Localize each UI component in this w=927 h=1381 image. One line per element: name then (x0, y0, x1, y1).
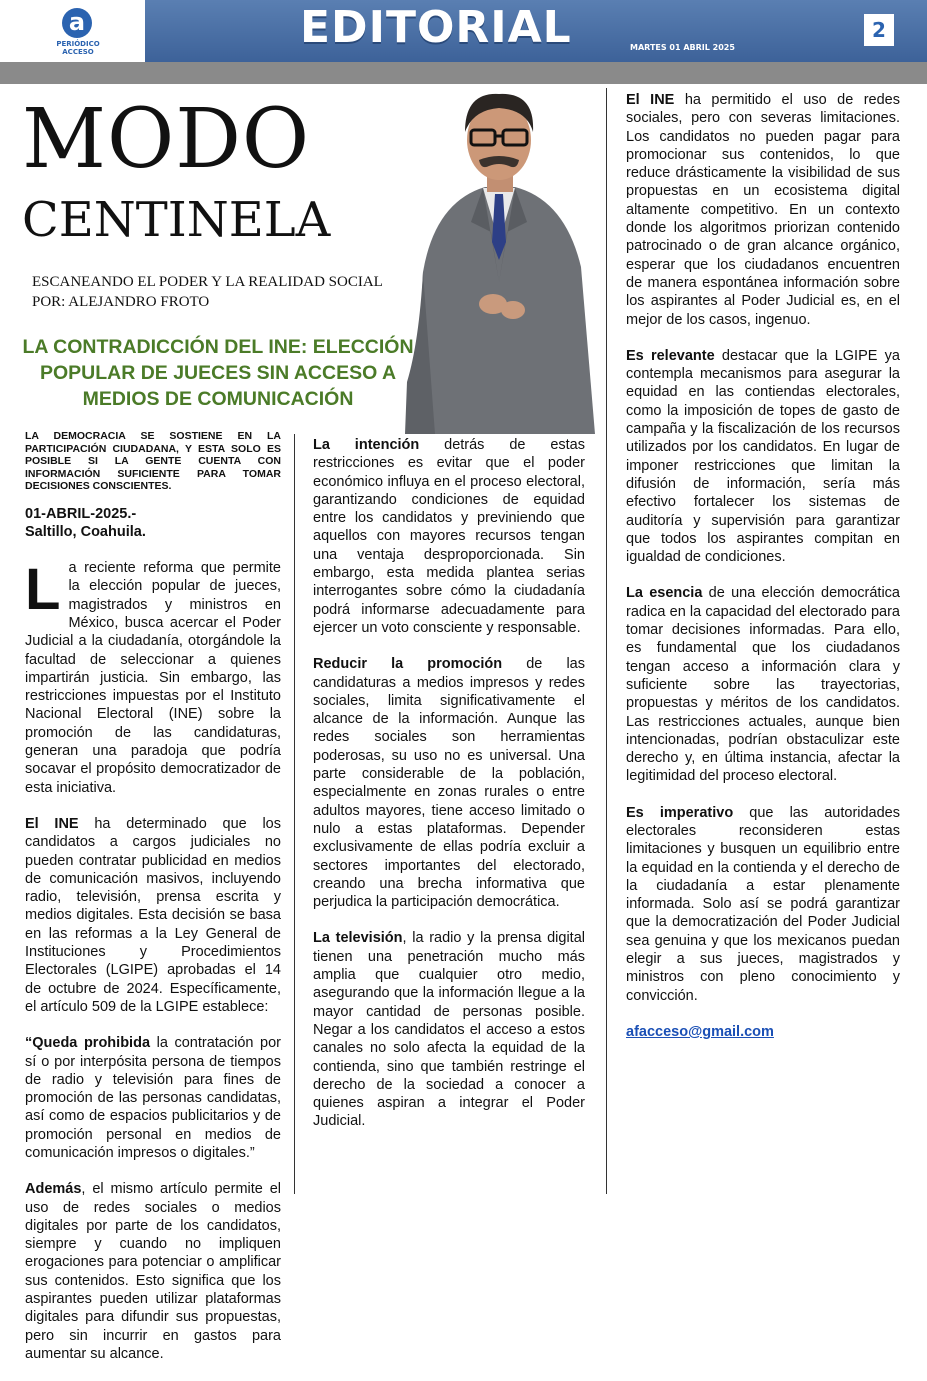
column-divider (606, 88, 607, 1194)
logo-area (0, 0, 145, 62)
article-dateline: 01-ABRIL-2025.- Saltillo, Coahuila. (25, 505, 146, 540)
article-column-2 (313, 436, 585, 1149)
paragraph: “Queda prohibida la contratación por sí o por interpósita persona de tiempos de radio y televisión para fines de promoción de las personas candidatas, así como de espacios publicitarios y de promoción personal en medios de comunicación impresos o digitales.” (25, 1035, 282, 1161)
article-column-1 (25, 430, 281, 1381)
paragraph: El INE ha permitido el uso de redes sociales, pero con severas limitaciones. Los candidatos no pueden pagar para promocionar sus contenidos, lo que reduce drásticamente la visibilidad de sus propuestas en un ecosistema digital altamente competitivo. En un contexto donde los algoritmos priorizan contenido patrocinado o de gran alcance orgánico, esperar que los ciudadanos encuentren de manera espontánea información sobre los aspirantes al Poder Judicial es, en el mejor de los casos, ingenuo. (626, 92, 900, 328)
author-byline: POR: ALEJANDRO FROTO (32, 294, 210, 310)
header-divider-bar (0, 62, 927, 84)
paragraph: La reciente reforma que permite la elección popular de jueces, magistrados y ministros en México, busca acercar el Poder Judicial a la ciudadanía, otorgándole la facultad de seleccionar a quienes impartirán justicia. Sin embargo, las restricciones impuestas por el Instituto Nacional Electoral (INE) sobre la promoción de las candidaturas, generan una paradoja que podría socavar el propósito democratizador de esta iniciativa. (25, 557, 281, 796)
contact-email-link[interactable]: afacceso@gmail.com (626, 1023, 774, 1040)
author-photo (395, 82, 605, 434)
section-title: EDITORIAL (300, 2, 572, 53)
column-divider (294, 434, 295, 1194)
column-title-line-1: MODO (22, 92, 311, 187)
logo-icon: a (62, 8, 92, 38)
paragraph: Reducir la promoción de las candidaturas a medios impresos y redes sociales, limita significativamente el alcance de la información. Aunque las redes sociales son herramientas poderosas, su uso no es universal. Una parte considerable de la población, especialmente en zonas rurales o entre adultos mayores, tiene acceso limitado o nulo a estas plataformas. Depender exclusivamente de ellas podría excluir a sectores importantes del electorado, creando una brecha informativa que perjudica la participación democrática. (313, 656, 585, 911)
column-tagline: ESCANEANDO EL PODER Y LA REALIDAD SOCIAL (32, 274, 383, 290)
paragraph: Además, el mismo artículo permite el uso de redes sociales o medios digitales por parte de los candidatos, siempre y cuando no impliquen erogaciones para potenciar o amplificar sus contenidos. Esto significa que los aspirantes pueden utilizar plataformas digitales para difundir sus propuestas, pero sin incurrir en gastos para aumentar su alcance. (25, 1181, 281, 1362)
logo-name: PERIÓDICO ACCESO (56, 40, 100, 56)
article-column-3 (626, 91, 900, 1059)
column-title-line-2: CENTINELA (22, 192, 331, 248)
page-number: 2 (864, 14, 894, 46)
paragraph: La intención detrás de estas restricciones es evitar que el poder económico influya en el proceso electoral, garantizando condiciones de equidad entre los candidatos y previniendo que aquellos con mayores recursos tengan una ventaja desproporcionada. Sin embargo, esta medida plantea serias interrogantes sobre cómo la ciudadanía podrá informarse adecuadamente para ejercer un voto consciente y responsable. (313, 437, 585, 636)
article-lead: LA DEMOCRACIA SE SOSTIENE EN LA PARTICIPACIÓN CIUDADANA, Y ESTA SOLO ES POSIBLE SI LA GENTE CUENTA CON INFORMACIÓN SUFICIENTE PARA TOMAR DECISIONES CONSCIENTES. (25, 430, 281, 492)
drop-cap: L (25, 557, 61, 623)
paragraph: La televisión, la radio y la prensa digital tienen una penetración mucho más amplia que cualquier otro medio, asegurando que la información llegue a la mayor cantidad de personas posible. Negar a los candidatos el acceso a estos canales no solo afecta la equidad de la contienda, sino que también restringe el derecho de la sociedad a conocer a quienes aspiran a integrar el Poder Judicial. (313, 930, 585, 1130)
contact-paragraph (626, 1023, 900, 1041)
paragraph: Es relevante destacar que la LGIPE ya contempla mecanismos para asegurar la equidad en las contiendas electorales, como la imposición de topes de gasto de campaña y la fiscalización de los recursos utilizados por los candidatos. En lugar de imponer restricciones que limitan la difusión de información, sería más efectivo fortalecer los sistemas de auditoría y supervisión para garantizar que todos los aspirantes compitan en igualdad de condiciones. (626, 347, 900, 566)
article-headline: LA CONTRADICCIÓN DEL INE: ELECCIÓN POPULAR DE JUECES SIN ACCESO A MEDIOS DE COMUNICACIÓN (22, 336, 414, 410)
column-subtitle (32, 272, 383, 312)
issue-date: MARTES 01 ABRIL 2025 (630, 43, 735, 52)
page-header (0, 0, 927, 62)
paragraph: El INE ha determinado que los candidatos a cargos judiciales no pueden contratar publicidad en medios de comunicación masivos, incluyendo radio, televisión, prensa escrita y medios digitales. Esta decisión se basa en las reformas a la Ley General de Instituciones y Procedimientos Electorales (LGIPE) aprobadas el 14 de octubre de 2024. Específicamente, el artículo 509 de la LGIPE establece: (25, 815, 281, 1015)
paragraph: Es imperativo que las autoridades electorales reconsideren estas limitaciones y busquen un equilibrio entre la equidad en la contienda y el derecho de la ciudadanía a estar plenamente informada. Solo así se podrá garantizar que la democratización del Poder Judicial sea genuina y que los mexicanos puedan elegir a sus jueces, magistrados y ministros con pleno conocimiento y convicción. (626, 804, 900, 1004)
paragraph: La esencia de una elección democrática radica en la capacidad del electorado para tomar decisiones informadas. Para ello, es fundamental que los ciudadanos tengan acceso a información clara y suficiente sobre las trayectorias, propuestas y méritos de los candidatos. Las restricciones actuales, aunque bien intencionadas, podrían obstaculizar este derecho y, en última instancia, afectar la legitimidad del proceso electoral. (626, 585, 900, 785)
